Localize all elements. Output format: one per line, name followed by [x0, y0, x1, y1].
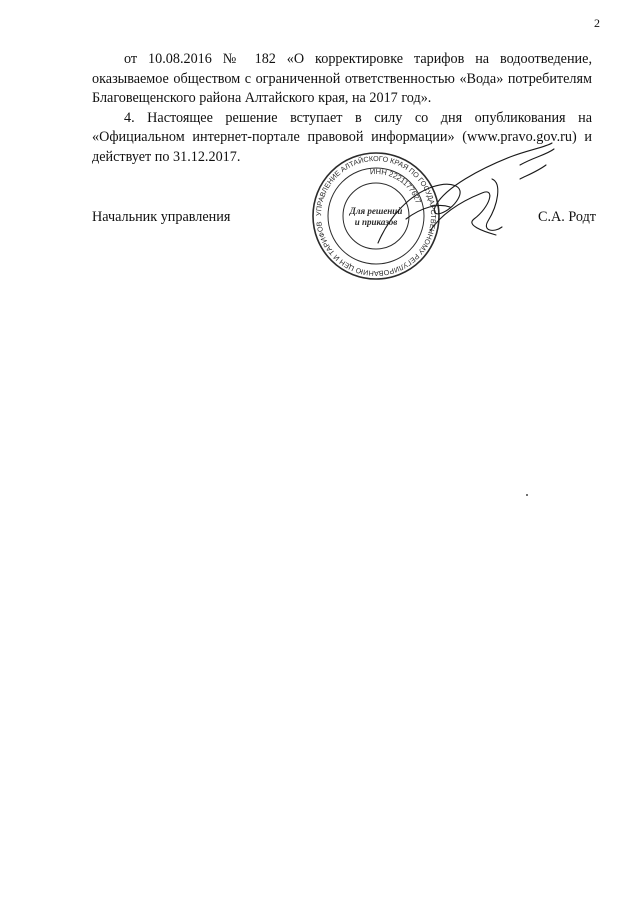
seal-center-line-1: Для решений [349, 206, 403, 216]
page-number: 2 [594, 16, 600, 30]
seal-outer-text: УПРАВЛЕНИЕ АЛТАЙСКОГО КРАЯ ПО ГОСУДАРСТВЕННОМУ РЕГУЛИРОВАНИЮ ЦЕН И ТАРИФОВ [313, 153, 439, 279]
scan-speck [526, 494, 528, 496]
signatory-title: Начальник управления [92, 209, 231, 225]
paragraph-item-4: 4. Настоящее решение вступает в силу со дня опубликования на «Официальном интернет-портале правовой информации» (www.pravo.gov.ru) и действует по 31.12.2017. [92, 109, 592, 165]
seal-inn-text: ИНН 2221177627 [369, 166, 423, 205]
signatory-name: С.А. Родт [538, 209, 596, 225]
handwritten-signature [370, 135, 560, 255]
paragraph-continuation: от 10.08.2016 № 182 «О корректировке тарифов на водоотведение, оказываемое обществом с ограниченной ответственностью «Вода» потребителям Благовещенского района Алтайского края, на 2017 год». [92, 51, 592, 106]
seal-center-line-2: и приказов [354, 217, 398, 227]
